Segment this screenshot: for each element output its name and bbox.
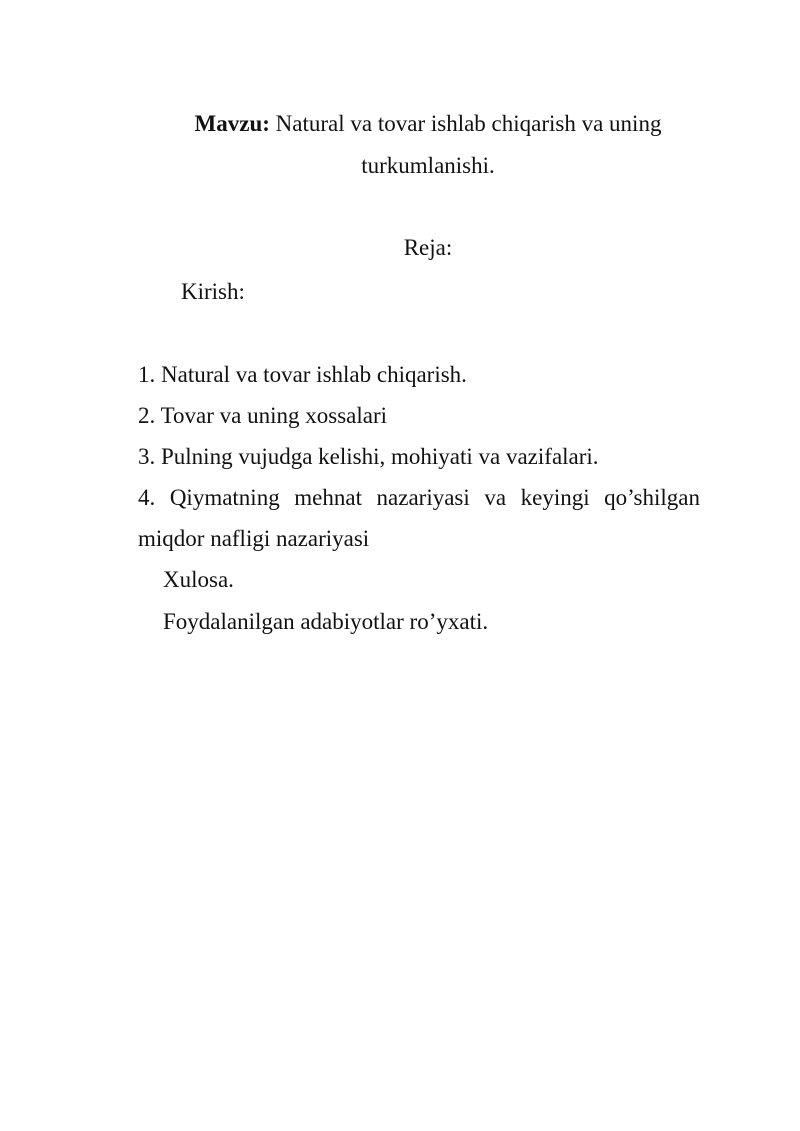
plan-item-3: 3. Pulning vujudga kelishi, mohiyati va vazifalari.: [138, 444, 599, 469]
plan-item-4-continuation: miqdor nafligi nazariyasi: [138, 526, 370, 551]
topic-label: Mavzu:: [194, 111, 270, 136]
topic-text: Natural va tovar ishlab chiqarish va uning: [275, 111, 662, 136]
topic-title: [0, 110, 800, 138]
plan-heading: Reja:: [403, 235, 453, 260]
references-entry: Foydalanilgan adabiyotlar ro’yxati.: [163, 609, 489, 634]
intro-entry: Kirish:: [181, 279, 245, 304]
plan-item-2: 2. Tovar va uning xossalari: [138, 403, 388, 428]
plan-item-4: 4. Qiymatning mehnat nazariyasi va keyingi qo’shilgan: [138, 485, 700, 510]
conclusion-entry: Xulosa.: [163, 567, 234, 592]
plan-item-1: 1. Natural va tovar ishlab chiqarish.: [138, 362, 467, 387]
topic-title-continuation: turkumlanishi.: [361, 153, 495, 178]
